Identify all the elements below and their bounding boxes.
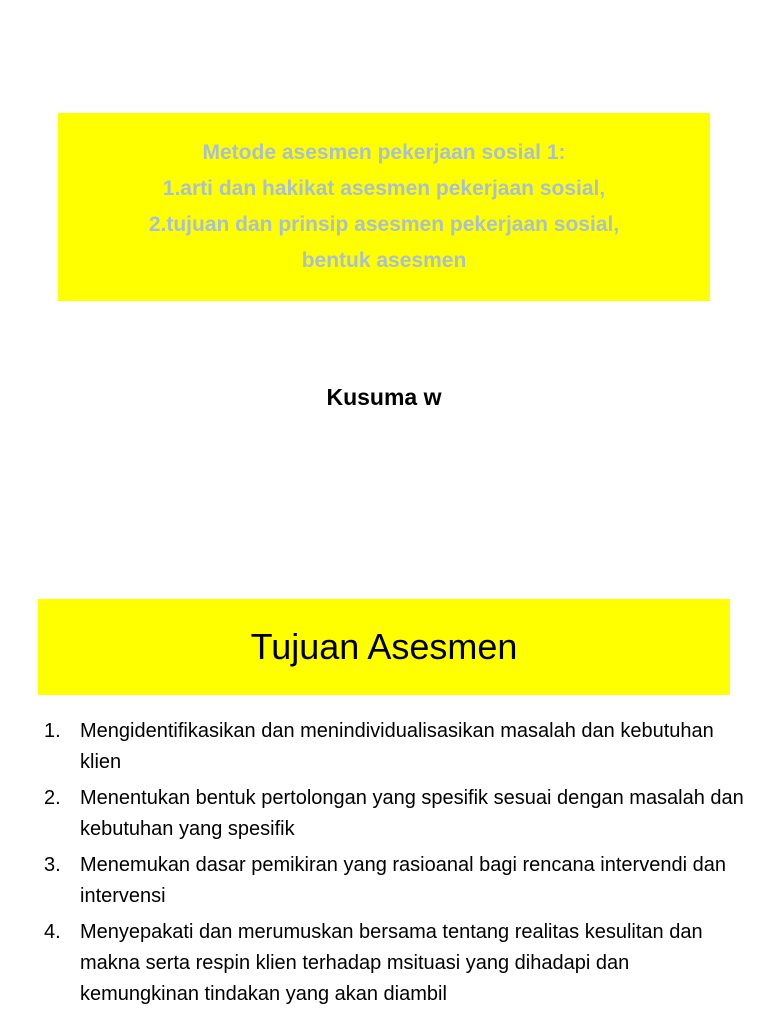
author-name: Kusuma w [326, 384, 442, 410]
goal-number: 2. [44, 787, 61, 809]
goal-number: 3. [44, 854, 61, 876]
goal-text: Menentukan bentuk pertolongan yang spesifik sesuai dengan masalah dan kebutuhan yang spesifik [80, 787, 744, 840]
goal-item-4 [44, 917, 744, 1010]
goal-text: Menyepakati dan merumuskan bersama tentang realitas kesulitan dan makna serta respin klien terhadap msituasi yang dihadapi dan kemungkinan tindakan yang akan diambil [80, 921, 703, 1005]
slide1-title-line-3: 2.tujuan dan prinsip asesmen pekerjaan sosial, [148, 213, 620, 236]
goal-item-1 [44, 716, 744, 778]
slide1-title-box [58, 113, 710, 301]
goal-item-2 [44, 783, 744, 845]
goal-item-3 [44, 850, 744, 912]
slide1-title-line-2: 1.arti dan hakikat asesmen pekerjaan sosial, [162, 177, 606, 200]
goal-text: Menemukan dasar pemikiran yang rasioanal bagi rencana intervendi dan intervensi [80, 854, 726, 907]
goal-list [44, 716, 744, 1015]
slide1-title-line-1: Metode asesmen pekerjaan sosial 1: [202, 141, 566, 164]
goal-text: Mengidentifikasikan dan menindividualisasikan masalah dan kebutuhan klien [80, 720, 714, 773]
goal-number: 1. [44, 720, 61, 742]
goal-number: 4. [44, 921, 61, 943]
slide2-title: Tujuan Asesmen [250, 626, 518, 667]
slide1-title-line-4: bentuk asesmen [301, 249, 467, 272]
slide2-title-box [38, 599, 730, 695]
